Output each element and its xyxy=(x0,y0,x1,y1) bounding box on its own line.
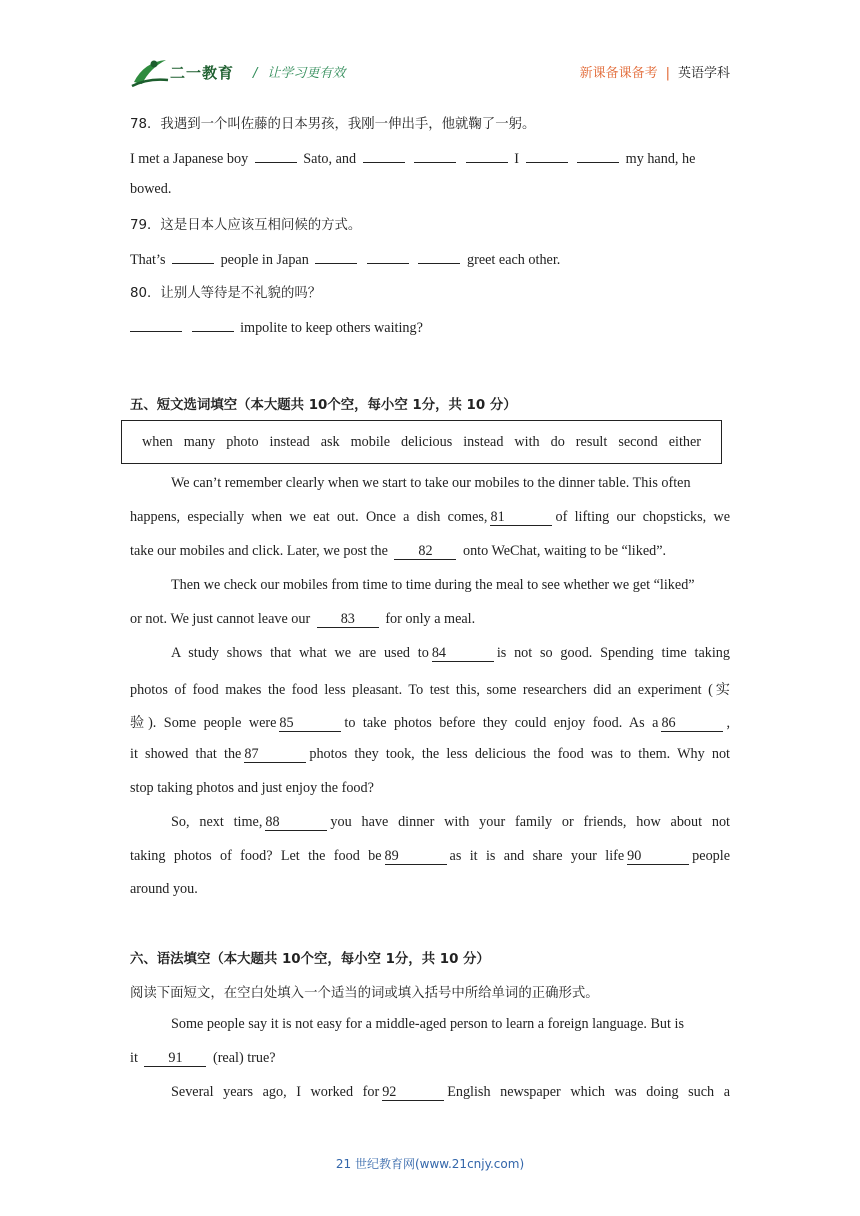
word-bank-list xyxy=(142,434,701,451)
q79-english: That’s people in Japan greet each other. xyxy=(130,248,560,269)
s5-p4-line2: taking photos of food? Let the food be 89 as it is and share your life 90 people xyxy=(130,848,730,864)
q78-chinese: 78．我遇到一个叫佐藤的日本男孩，我刚一伸出手，他就鞠了一躬。 xyxy=(130,117,536,132)
s5-p1-line1: We can’t remember clearly when we start to take our mobiles to the dinner table. This often xyxy=(171,475,691,491)
logo-text: 二一教育 xyxy=(170,64,235,82)
slogan: / 让学习更有效 xyxy=(253,66,346,81)
header-subject: 英语学科 xyxy=(677,66,730,81)
word-bank-item: mobile xyxy=(350,434,391,450)
runner-logo-icon xyxy=(130,56,170,90)
answer-blank[interactable] xyxy=(526,147,568,163)
q78-english-cont: bowed. xyxy=(130,181,172,197)
s5-p3-line3: 验). Some people were 85 to take photos before they could enjoy food. As a 86 , xyxy=(130,715,730,731)
brand-logo xyxy=(130,56,240,90)
q79-chinese: 79．这是日本人应该互相问候的方式。 xyxy=(130,218,362,233)
slogan-text: 让学习更有效 xyxy=(267,66,346,81)
blank-91[interactable]: 91 xyxy=(144,1050,206,1067)
q80-chinese: 80．让别人等待是不礼貌的吗？ xyxy=(130,286,322,301)
s5-p4-line1: So, next time, 88 you have dinner with your family or friends, how about not xyxy=(171,814,730,830)
s6-p2-line1: Several years ago, I worked for 92 English newspaper which was doing such a xyxy=(171,1084,730,1100)
answer-blank[interactable] xyxy=(130,316,182,332)
section6-heading: 六、语法填空（本大题共 10个空，每小空 1分，共 10 分） xyxy=(130,952,490,967)
blank-87[interactable]: 87 xyxy=(244,746,306,763)
word-bank-item: instead xyxy=(269,434,310,450)
blank-86[interactable]: 86 xyxy=(661,715,723,732)
answer-blank[interactable] xyxy=(192,316,234,332)
s5-p3-line2: photos of food makes the food less pleasant. To test this, some researchers did an experiment (实 xyxy=(130,682,730,698)
word-bank-item: result xyxy=(575,434,608,450)
word-bank-item: when xyxy=(142,434,173,450)
word-bank-item: with xyxy=(514,434,540,450)
word-bank-item: ask xyxy=(320,434,340,450)
page-footer: 21 世纪教育网(www.21cnjy.com) xyxy=(335,1157,525,1171)
section6-instruction: 阅读下面短文，在空白处填入一个适当的词或填入括号中所给单词的正确形式。 xyxy=(130,986,599,1001)
word-bank-item: do xyxy=(550,434,565,450)
q78-english: I met a Japanese boy Sato, and I my hand, he xyxy=(130,147,695,168)
blank-89[interactable]: 89 xyxy=(385,848,447,865)
answer-blank[interactable] xyxy=(466,147,508,163)
word-bank-item: second xyxy=(618,434,658,450)
answer-blank[interactable] xyxy=(418,248,460,264)
answer-blank[interactable] xyxy=(363,147,405,163)
q80-english: impolite to keep others waiting? xyxy=(130,316,423,337)
s5-p2-line2: or not. We just cannot leave our 83 for only a meal. xyxy=(130,611,476,627)
s6-p1-line2: it 91 (real) true? xyxy=(130,1050,276,1066)
s5-p3-line4: it showed that the 87 photos they took, the less delicious the food was to them. Why not xyxy=(130,746,730,762)
s5-p3-line1: A study shows that what we are used to 84 is not so good. Spending time taking xyxy=(171,645,730,661)
word-bank-item: delicious xyxy=(401,434,453,450)
blank-83[interactable]: 83 xyxy=(317,611,379,628)
s5-p4-line3: around you. xyxy=(130,881,198,897)
word-bank-item: photo xyxy=(226,434,259,450)
s5-p1-line2: happens, especially when we eat out. Once a dish comes, 81 of lifting our chopsticks, we xyxy=(130,509,730,525)
answer-blank[interactable] xyxy=(367,248,409,264)
section5-heading: 五、短文选词填空（本大题共 10个空，每小空 1分，共 10 分） xyxy=(130,398,517,413)
s5-p1-line3: take our mobiles and click. Later, we post the 82 onto WeChat, waiting to be “liked”. xyxy=(130,543,667,559)
blank-85[interactable]: 85 xyxy=(279,715,341,732)
answer-blank[interactable] xyxy=(255,147,297,163)
blank-90[interactable]: 90 xyxy=(627,848,689,865)
header-label: 新课备课备考 xyxy=(579,66,658,81)
answer-blank[interactable] xyxy=(577,147,619,163)
header-right: 新课备课备考 | 英语学科 xyxy=(579,66,730,81)
word-bank-item: either xyxy=(668,434,701,450)
answer-blank[interactable] xyxy=(315,248,357,264)
blank-92[interactable]: 92 xyxy=(382,1084,444,1101)
blank-84[interactable]: 84 xyxy=(432,645,494,662)
word-bank-item: instead xyxy=(463,434,504,450)
word-bank-item: many xyxy=(183,434,216,450)
s5-p3-line5: stop taking photos and just enjoy the food? xyxy=(130,780,374,796)
answer-blank[interactable] xyxy=(414,147,456,163)
answer-blank[interactable] xyxy=(172,248,214,264)
blank-82[interactable]: 82 xyxy=(394,543,456,560)
page-header xyxy=(130,52,730,92)
blank-81[interactable]: 81 xyxy=(490,509,552,526)
blank-88[interactable]: 88 xyxy=(265,814,327,831)
s5-p2-line1: Then we check our mobiles from time to time during the meal to see whether we get “liked” xyxy=(171,577,695,593)
word-bank xyxy=(121,420,722,464)
s6-p1-line1: Some people say it is not easy for a middle-aged person to learn a foreign language. But is xyxy=(171,1016,684,1032)
